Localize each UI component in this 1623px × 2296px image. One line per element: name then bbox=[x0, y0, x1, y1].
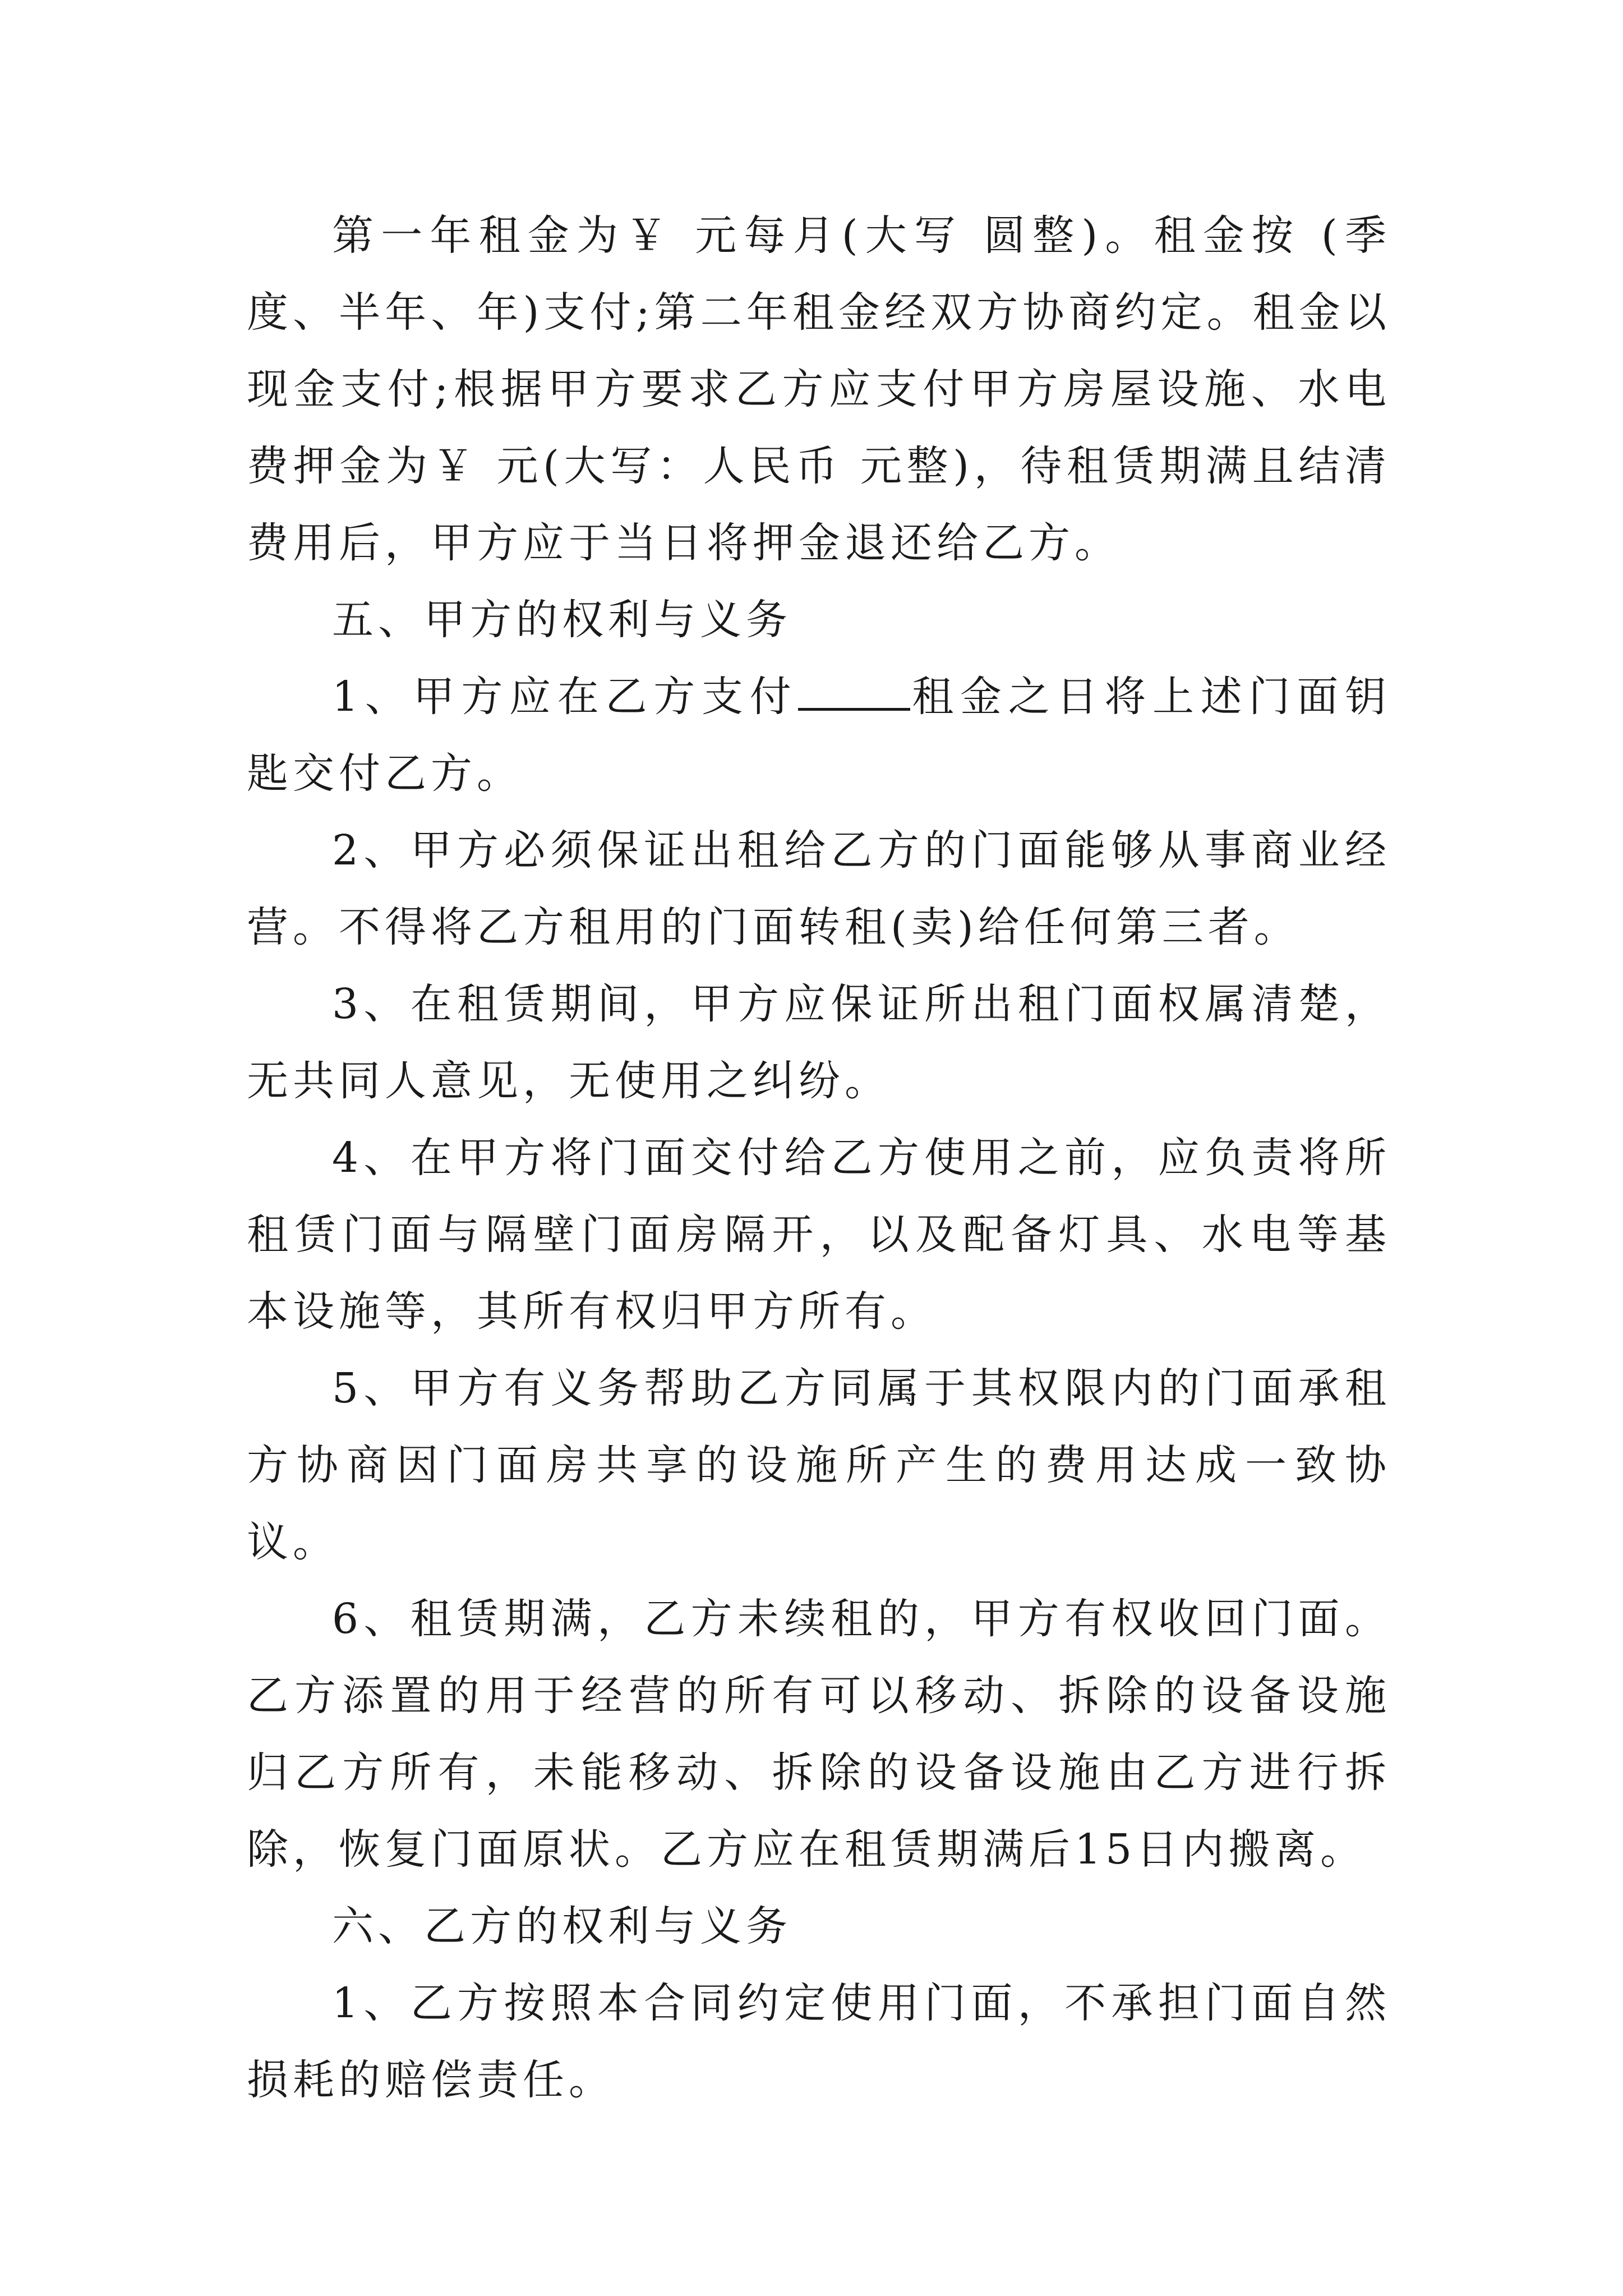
section-heading-party-a-rights: 五、甲方的权利与义务 bbox=[332, 596, 792, 644]
clause-5-6: 6、租赁期满，乙方未续租的，甲方有权收回门面。乙方添置的用于经营的所有可以移动、拆除的设备设施归乙方所有，未能移动、拆除的设备设施由乙方进行拆除，恢复门面原状。乙方应在租赁期满后15日内搬离。 bbox=[247, 1595, 1391, 1874]
document-body bbox=[247, 197, 1391, 2119]
clause-5-1-start: 1、甲方应在乙方支付 bbox=[332, 673, 798, 721]
section-heading-party-b-rights: 六、乙方的权利与义务 bbox=[332, 1902, 792, 1950]
clause-5-3: 3、在租赁期间，甲方应保证所出租门面权属清楚，无共同人意见，无使用之纠纷。 bbox=[247, 980, 1391, 1105]
clause-5-5: 5、甲方有义务帮助乙方同属于其权限内的门面承租方协商因门面房共享的设施所产生的费用达成一致协议。 bbox=[247, 1364, 1391, 1566]
fill-in-blank bbox=[798, 674, 910, 711]
clause-5-2: 2、甲方必须保证出租给乙方的门面能够从事商业经营。不得将乙方租用的门面转租(卖)给任何第三者。 bbox=[247, 826, 1391, 951]
clause-6-1: 1、乙方按照本合同约定使用门面，不承担门面自然损耗的赔偿责任。 bbox=[247, 1979, 1391, 2104]
clause-5-1 bbox=[247, 659, 1391, 812]
clause-5-4: 4、在甲方将门面交付给乙方使用之前，应负责将所租赁门面与隔壁门面房隔开，以及配备灯具、水电等基本设施等，其所有权归甲方所有。 bbox=[247, 1134, 1391, 1336]
rent-payment-paragraph: 第一年租金为￥ 元每月(大写 圆整)。租金按 (季度、半年、年)支付;第二年租金经双方协商约定。租金以现金支付;根据甲方要求乙方应支付甲方房屋设施、水电费押金为￥ 元(大写：人民币 元整)，待租赁期满且结清费用后，甲方应于当日将押金退还给乙方。 bbox=[247, 211, 1391, 567]
clause-5-1-end: 租金之日将上述门面钥匙交付乙方。 bbox=[247, 673, 1391, 798]
